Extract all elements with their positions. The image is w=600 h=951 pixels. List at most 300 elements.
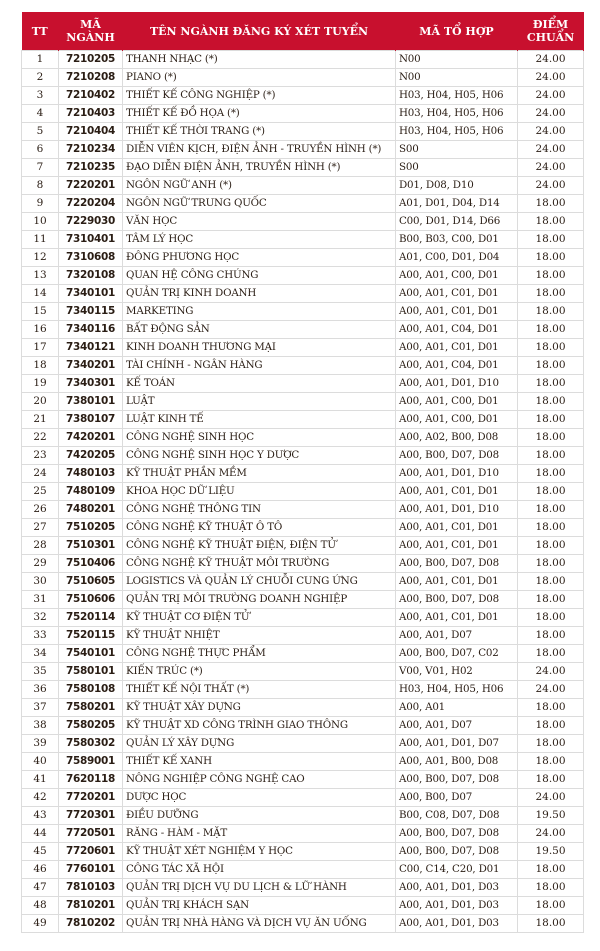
table-row — [22, 555, 584, 573]
row-number: 4 — [22, 105, 59, 123]
subject-combination: A00, A01, C04, D01 — [396, 357, 518, 375]
row-number: 39 — [22, 735, 59, 753]
major-code: 7580302 — [59, 735, 123, 753]
major-name: THANH NHẠC (*) — [123, 51, 396, 69]
subject-combination: H03, H04, H05, H06 — [396, 105, 518, 123]
major-name: QUẢN TRỊ DỊCH VỤ DU LỊCH & LỮ HÀNH — [123, 879, 396, 897]
cutoff-score: 18.00 — [518, 555, 584, 573]
subject-combination: A00, B00, D07, D08 — [396, 843, 518, 861]
major-name: ĐÔNG PHƯƠNG HỌC — [123, 249, 396, 267]
header-ma-to-hop-label: MÃ TỔ HỢP — [419, 24, 494, 38]
cutoff-score: 24.00 — [518, 681, 584, 699]
row-number: 17 — [22, 339, 59, 357]
table-row — [22, 285, 584, 303]
subject-combination: A00, A01, D01, D10 — [396, 501, 518, 519]
major-name: QUẢN TRỊ KINH DOANH — [123, 285, 396, 303]
row-number: 36 — [22, 681, 59, 699]
table-row — [22, 897, 584, 915]
major-code: 7810201 — [59, 897, 123, 915]
row-number: 19 — [22, 375, 59, 393]
row-number: 43 — [22, 807, 59, 825]
table-row — [22, 825, 584, 843]
subject-combination: D01, D08, D10 — [396, 177, 518, 195]
table-row — [22, 717, 584, 735]
cutoff-score: 18.00 — [518, 213, 584, 231]
cutoff-score: 24.00 — [518, 789, 584, 807]
subject-combination: A00, A01, C00, D01 — [396, 393, 518, 411]
cutoff-score: 24.00 — [518, 663, 584, 681]
table-row — [22, 447, 584, 465]
subject-combination: H03, H04, H05, H06 — [396, 681, 518, 699]
major-name: NÔNG NGHIỆP CÔNG NGHỆ CAO — [123, 771, 396, 789]
table-row — [22, 681, 584, 699]
table-row — [22, 663, 584, 681]
subject-combination: A00, A01, D01, D03 — [396, 897, 518, 915]
table-row — [22, 177, 584, 195]
row-number: 49 — [22, 915, 59, 933]
major-code: 7210205 — [59, 51, 123, 69]
row-number: 2 — [22, 69, 59, 87]
table-row — [22, 627, 584, 645]
major-code: 7229030 — [59, 213, 123, 231]
table-row — [22, 753, 584, 771]
admission-scores-table — [21, 12, 584, 933]
subject-combination: A00, A01, C04, D01 — [396, 321, 518, 339]
cutoff-score: 18.00 — [518, 897, 584, 915]
row-number: 24 — [22, 465, 59, 483]
cutoff-score: 18.00 — [518, 879, 584, 897]
header-ten-nganh — [123, 12, 396, 51]
major-code: 7580201 — [59, 699, 123, 717]
subject-combination: A00, A01, C01, D01 — [396, 483, 518, 501]
major-name: ĐIỀU DƯỠNG — [123, 807, 396, 825]
cutoff-score: 18.00 — [518, 573, 584, 591]
major-code: 7510605 — [59, 573, 123, 591]
major-code: 7480201 — [59, 501, 123, 519]
cutoff-score: 18.00 — [518, 465, 584, 483]
header-ten-nganh-label: TÊN NGÀNH ĐĂNG KÝ XÉT TUYỂN — [149, 24, 369, 38]
cutoff-score: 19.50 — [518, 843, 584, 861]
cutoff-score: 18.00 — [518, 753, 584, 771]
subject-combination: A00, A01, C01, D01 — [396, 303, 518, 321]
table-row — [22, 465, 584, 483]
row-number: 22 — [22, 429, 59, 447]
subject-combination: C00, D01, D14, D66 — [396, 213, 518, 231]
major-code: 7320108 — [59, 267, 123, 285]
row-number: 12 — [22, 249, 59, 267]
cutoff-score: 18.00 — [518, 645, 584, 663]
table-row — [22, 159, 584, 177]
table-row — [22, 51, 584, 69]
row-number: 15 — [22, 303, 59, 321]
major-name: NGÔN NGỮ ANH (*) — [123, 177, 396, 195]
major-code: 7720601 — [59, 843, 123, 861]
row-number: 21 — [22, 411, 59, 429]
subject-combination: A00, A01, C00, D01 — [396, 267, 518, 285]
cutoff-score: 18.00 — [518, 609, 584, 627]
table-row — [22, 321, 584, 339]
table-row — [22, 789, 584, 807]
table-row — [22, 357, 584, 375]
cutoff-score: 18.00 — [518, 375, 584, 393]
major-code: 7480103 — [59, 465, 123, 483]
row-number: 14 — [22, 285, 59, 303]
major-name: KHOA HỌC DỮ LIỆU — [123, 483, 396, 501]
cutoff-score: 18.00 — [518, 627, 584, 645]
major-name: THIẾT KẾ THỜI TRANG (*) — [123, 123, 396, 141]
cutoff-score: 24.00 — [518, 69, 584, 87]
row-number: 47 — [22, 879, 59, 897]
cutoff-score: 24.00 — [518, 123, 584, 141]
major-name: MARKETING — [123, 303, 396, 321]
major-name: KINH DOANH THƯƠNG MẠI — [123, 339, 396, 357]
major-name: LUẬT KINH TẾ — [123, 411, 396, 429]
row-number: 8 — [22, 177, 59, 195]
subject-combination: A00, B00, D07, D08 — [396, 825, 518, 843]
major-code: 7340101 — [59, 285, 123, 303]
major-code: 7210208 — [59, 69, 123, 87]
table-row — [22, 249, 584, 267]
row-number: 40 — [22, 753, 59, 771]
table-row — [22, 87, 584, 105]
subject-combination: H03, H04, H05, H06 — [396, 87, 518, 105]
row-number: 48 — [22, 897, 59, 915]
major-code: 7510205 — [59, 519, 123, 537]
cutoff-score: 24.00 — [518, 825, 584, 843]
row-number: 31 — [22, 591, 59, 609]
row-number: 41 — [22, 771, 59, 789]
cutoff-score: 19.50 — [518, 807, 584, 825]
cutoff-score: 24.00 — [518, 141, 584, 159]
table-row — [22, 501, 584, 519]
row-number: 46 — [22, 861, 59, 879]
subject-combination: A00, A01, D01, D03 — [396, 915, 518, 933]
major-code: 7340121 — [59, 339, 123, 357]
row-number: 11 — [22, 231, 59, 249]
cutoff-score: 18.00 — [518, 717, 584, 735]
major-code: 7380101 — [59, 393, 123, 411]
major-code: 7310401 — [59, 231, 123, 249]
cutoff-score: 18.00 — [518, 303, 584, 321]
major-name: KỸ THUẬT XÉT NGHIỆM Y HỌC — [123, 843, 396, 861]
major-code: 7210404 — [59, 123, 123, 141]
header-diem-line1: ĐIỂM — [532, 18, 569, 31]
subject-combination: A00, A01, D07 — [396, 717, 518, 735]
header-ma-nganh-line2: NGÀNH — [66, 31, 115, 44]
subject-combination: S00 — [396, 159, 518, 177]
row-number: 35 — [22, 663, 59, 681]
table-row — [22, 393, 584, 411]
table-row — [22, 915, 584, 933]
major-code: 7310608 — [59, 249, 123, 267]
major-name: THIẾT KẾ XANH — [123, 753, 396, 771]
major-code: 7540101 — [59, 645, 123, 663]
major-code: 7580101 — [59, 663, 123, 681]
subject-combination: B00, B03, C00, D01 — [396, 231, 518, 249]
major-name: QUẢN LÝ XÂY DỰNG — [123, 735, 396, 753]
subject-combination: A00, A01, D01, D10 — [396, 465, 518, 483]
row-number: 29 — [22, 555, 59, 573]
table-row — [22, 195, 584, 213]
major-code: 7589001 — [59, 753, 123, 771]
table-row — [22, 843, 584, 861]
cutoff-score: 18.00 — [518, 285, 584, 303]
table-row — [22, 771, 584, 789]
major-code: 7510406 — [59, 555, 123, 573]
header-tt — [22, 12, 59, 51]
major-code: 7420205 — [59, 447, 123, 465]
major-code: 7520114 — [59, 609, 123, 627]
table-row — [22, 861, 584, 879]
cutoff-score: 18.00 — [518, 537, 584, 555]
major-name: CÔNG NGHỆ KỸ THUẬT ĐIỆN, ĐIỆN TỬ — [123, 537, 396, 555]
cutoff-score: 18.00 — [518, 195, 584, 213]
subject-combination: A01, C00, D01, D04 — [396, 249, 518, 267]
major-code: 7210402 — [59, 87, 123, 105]
major-name: CÔNG NGHỆ SINH HỌC — [123, 429, 396, 447]
row-number: 27 — [22, 519, 59, 537]
major-name: KỸ THUẬT XD CÔNG TRÌNH GIAO THÔNG — [123, 717, 396, 735]
row-number: 18 — [22, 357, 59, 375]
cutoff-score: 24.00 — [518, 159, 584, 177]
major-name: QUẢN TRỊ MÔI TRƯỜNG DOANH NGHIỆP — [123, 591, 396, 609]
major-code: 7760101 — [59, 861, 123, 879]
major-name: KỸ THUẬT XÂY DỰNG — [123, 699, 396, 717]
cutoff-score: 18.00 — [518, 339, 584, 357]
subject-combination: A00, A01, D01, D03 — [396, 879, 518, 897]
subject-combination: A00, A01, C00, D01 — [396, 411, 518, 429]
table-row — [22, 303, 584, 321]
major-code: 7510301 — [59, 537, 123, 555]
cutoff-score: 24.00 — [518, 87, 584, 105]
major-name: TÀI CHÍNH - NGÂN HÀNG — [123, 357, 396, 375]
major-code: 7210403 — [59, 105, 123, 123]
subject-combination: A00, B00, D07, D08 — [396, 447, 518, 465]
cutoff-score: 24.00 — [518, 177, 584, 195]
major-name: CÔNG NGHỆ KỸ THUẬT MÔI TRƯỜNG — [123, 555, 396, 573]
cutoff-score: 18.00 — [518, 861, 584, 879]
table-header — [22, 12, 584, 51]
subject-combination: A00, B00, D07, C02 — [396, 645, 518, 663]
subject-combination: A00, A01, C01, D01 — [396, 285, 518, 303]
table-row — [22, 735, 584, 753]
cutoff-score: 18.00 — [518, 915, 584, 933]
cutoff-score: 18.00 — [518, 501, 584, 519]
major-code: 7620118 — [59, 771, 123, 789]
major-name: KỸ THUẬT PHẦN MỀM — [123, 465, 396, 483]
major-name: CÔNG TÁC XÃ HỘI — [123, 861, 396, 879]
major-code: 7480109 — [59, 483, 123, 501]
subject-combination: A00, A02, B00, D08 — [396, 429, 518, 447]
table-row — [22, 573, 584, 591]
subject-combination: A00, B00, D07, D08 — [396, 771, 518, 789]
major-name: THIẾT KẾ ĐỒ HỌA (*) — [123, 105, 396, 123]
major-name: PIANO (*) — [123, 69, 396, 87]
cutoff-score: 18.00 — [518, 447, 584, 465]
major-code: 7810202 — [59, 915, 123, 933]
major-name: CÔNG NGHỆ THỰC PHẨM — [123, 645, 396, 663]
subject-combination: N00 — [396, 51, 518, 69]
major-name: BẤT ĐỘNG SẢN — [123, 321, 396, 339]
major-code: 7580205 — [59, 717, 123, 735]
major-name: QUẢN TRỊ NHÀ HÀNG VÀ DỊCH VỤ ĂN UỐNG — [123, 915, 396, 933]
subject-combination: B00, C08, D07, D08 — [396, 807, 518, 825]
row-number: 32 — [22, 609, 59, 627]
major-code: 7720301 — [59, 807, 123, 825]
major-code: 7510606 — [59, 591, 123, 609]
row-number: 25 — [22, 483, 59, 501]
table-row — [22, 213, 584, 231]
row-number: 6 — [22, 141, 59, 159]
subject-combination: A00, B00, D07, D08 — [396, 555, 518, 573]
table-row — [22, 519, 584, 537]
cutoff-score: 18.00 — [518, 519, 584, 537]
table-row — [22, 879, 584, 897]
subject-combination: A00, A01 — [396, 699, 518, 717]
cutoff-score: 18.00 — [518, 321, 584, 339]
subject-combination: H03, H04, H05, H06 — [396, 123, 518, 141]
major-code: 7340301 — [59, 375, 123, 393]
subject-combination: A00, B00, D07 — [396, 789, 518, 807]
subject-combination: N00 — [396, 69, 518, 87]
table-row — [22, 141, 584, 159]
cutoff-score: 18.00 — [518, 429, 584, 447]
row-number: 26 — [22, 501, 59, 519]
major-name: KỸ THUẬT CƠ ĐIỆN TỬ — [123, 609, 396, 627]
major-code: 7380107 — [59, 411, 123, 429]
table-body — [22, 51, 584, 933]
subject-combination: A00, A01, C01, D01 — [396, 573, 518, 591]
table-row — [22, 645, 584, 663]
table-row — [22, 429, 584, 447]
table-row — [22, 699, 584, 717]
row-number: 34 — [22, 645, 59, 663]
major-name: CÔNG NGHỆ THÔNG TIN — [123, 501, 396, 519]
cutoff-score: 18.00 — [518, 267, 584, 285]
row-number: 10 — [22, 213, 59, 231]
table-row — [22, 483, 584, 501]
table-row — [22, 339, 584, 357]
table-row — [22, 267, 584, 285]
major-code: 7420201 — [59, 429, 123, 447]
row-number: 20 — [22, 393, 59, 411]
cutoff-score: 18.00 — [518, 735, 584, 753]
row-number: 30 — [22, 573, 59, 591]
major-name: ĐẠO DIỄN ĐIỆN ẢNH, TRUYỀN HÌNH (*) — [123, 159, 396, 177]
table-row — [22, 591, 584, 609]
cutoff-score: 18.00 — [518, 591, 584, 609]
table-row — [22, 123, 584, 141]
row-number: 3 — [22, 87, 59, 105]
major-name: RĂNG - HÀM - MẶT — [123, 825, 396, 843]
major-code: 7210235 — [59, 159, 123, 177]
row-number: 45 — [22, 843, 59, 861]
subject-combination: A00, A01, C01, D01 — [396, 339, 518, 357]
major-code: 7340115 — [59, 303, 123, 321]
table-row — [22, 609, 584, 627]
row-number: 13 — [22, 267, 59, 285]
row-number: 9 — [22, 195, 59, 213]
cutoff-score: 24.00 — [518, 51, 584, 69]
major-code: 7340201 — [59, 357, 123, 375]
cutoff-score: 18.00 — [518, 393, 584, 411]
cutoff-score: 18.00 — [518, 411, 584, 429]
major-name: LUẬT — [123, 393, 396, 411]
major-name: QUẢN TRỊ KHÁCH SẠN — [123, 897, 396, 915]
major-code: 7580108 — [59, 681, 123, 699]
subject-combination: A00, A01, D01, D10 — [396, 375, 518, 393]
major-name: NGÔN NGỮ TRUNG QUỐC — [123, 195, 396, 213]
cutoff-score: 18.00 — [518, 231, 584, 249]
header-tt-label: TT — [31, 24, 48, 38]
row-number: 42 — [22, 789, 59, 807]
row-number: 23 — [22, 447, 59, 465]
subject-combination: C00, C14, C20, D01 — [396, 861, 518, 879]
row-number: 16 — [22, 321, 59, 339]
header-ma-nganh-line1: MÃ — [80, 18, 101, 31]
major-code: 7720501 — [59, 825, 123, 843]
major-name: THIẾT KẾ NỘI THẤT (*) — [123, 681, 396, 699]
cutoff-score: 18.00 — [518, 771, 584, 789]
subject-combination: A01, D01, D04, D14 — [396, 195, 518, 213]
header-diem-line2: CHUẨN — [526, 31, 575, 44]
major-name: TÂM LÝ HỌC — [123, 231, 396, 249]
major-name: LOGISTICS VÀ QUẢN LÝ CHUỖI CUNG ỨNG — [123, 573, 396, 591]
row-number: 37 — [22, 699, 59, 717]
major-name: KẾ TOÁN — [123, 375, 396, 393]
cutoff-score: 24.00 — [518, 105, 584, 123]
row-number: 33 — [22, 627, 59, 645]
row-number: 44 — [22, 825, 59, 843]
table-row — [22, 231, 584, 249]
subject-combination: V00, V01, H02 — [396, 663, 518, 681]
major-name: THIẾT KẾ CÔNG NGHIỆP (*) — [123, 87, 396, 105]
cutoff-score: 18.00 — [518, 699, 584, 717]
table-row — [22, 807, 584, 825]
table-row — [22, 69, 584, 87]
major-name: KIẾN TRÚC (*) — [123, 663, 396, 681]
header-ma-to-hop — [396, 12, 518, 51]
subject-combination: A00, A01, C01, D01 — [396, 609, 518, 627]
major-name: DIỄN VIÊN KỊCH, ĐIỆN ẢNH - TRUYỀN HÌNH (*) — [123, 141, 396, 159]
subject-combination: S00 — [396, 141, 518, 159]
table-row — [22, 411, 584, 429]
major-name: KỸ THUẬT NHIỆT — [123, 627, 396, 645]
major-code: 7210234 — [59, 141, 123, 159]
subject-combination: A00, A01, D07 — [396, 627, 518, 645]
subject-combination: A00, B00, D07, D08 — [396, 591, 518, 609]
row-number: 5 — [22, 123, 59, 141]
table-row — [22, 105, 584, 123]
major-name: QUAN HỆ CÔNG CHÚNG — [123, 267, 396, 285]
cutoff-score: 18.00 — [518, 357, 584, 375]
header-diem-chuan — [518, 12, 584, 51]
row-number: 7 — [22, 159, 59, 177]
subject-combination: A00, A01, D01, D07 — [396, 735, 518, 753]
cutoff-score: 18.00 — [518, 249, 584, 267]
major-code: 7520115 — [59, 627, 123, 645]
subject-combination: A00, A01, C01, D01 — [396, 537, 518, 555]
row-number: 1 — [22, 51, 59, 69]
table-row — [22, 537, 584, 555]
major-code: 7220204 — [59, 195, 123, 213]
major-code: 7720201 — [59, 789, 123, 807]
major-code: 7810103 — [59, 879, 123, 897]
major-code: 7340116 — [59, 321, 123, 339]
cutoff-score: 18.00 — [518, 483, 584, 501]
major-name: CÔNG NGHỆ KỸ THUẬT Ô TÔ — [123, 519, 396, 537]
header-ma-nganh — [59, 12, 123, 51]
